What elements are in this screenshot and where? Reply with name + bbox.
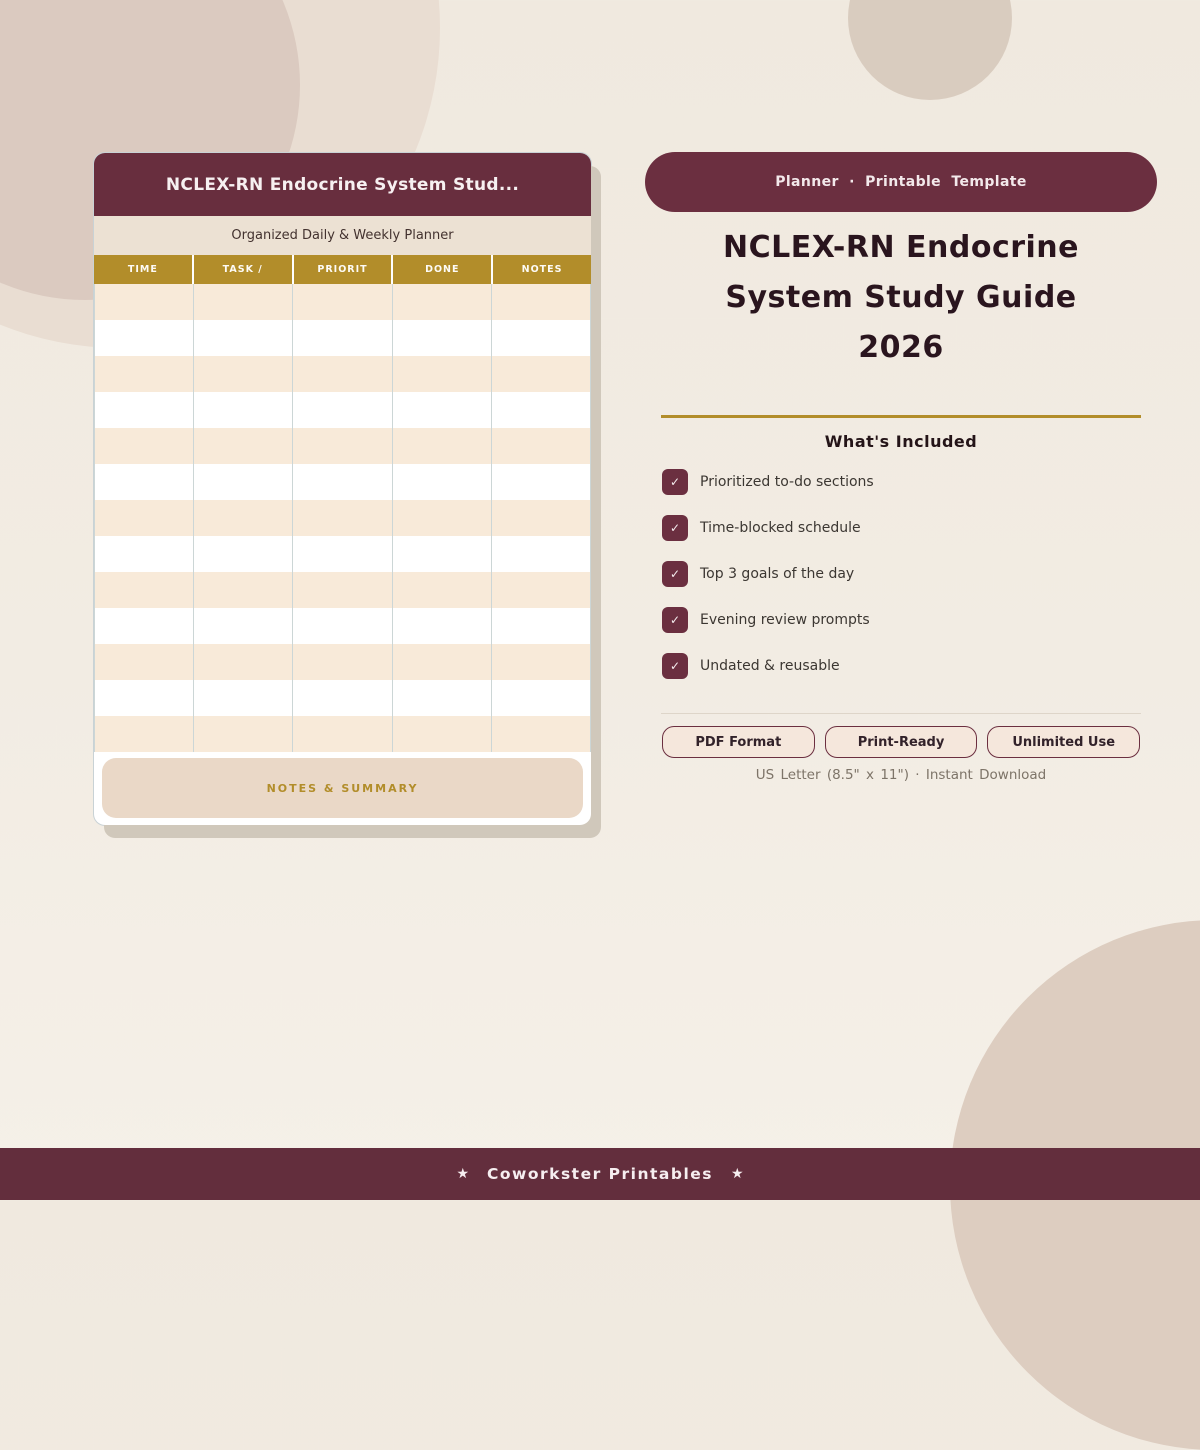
- table-cell: [95, 284, 194, 320]
- format-buttons: [662, 726, 1140, 758]
- section-divider: [661, 713, 1141, 714]
- included-item: [662, 607, 1157, 633]
- product-details-panel: [645, 152, 1157, 783]
- table-cell: [194, 572, 293, 608]
- table-row: [95, 716, 590, 752]
- table-cell: [492, 464, 590, 500]
- table-cell: [194, 500, 293, 536]
- column-header: PRIORIT: [294, 255, 392, 284]
- checkmark-icon: ✓: [662, 515, 688, 541]
- included-item-label: Undated & reusable: [700, 658, 840, 674]
- table-row: [95, 320, 590, 356]
- column-header: TASK /: [194, 255, 292, 284]
- table-cell: [194, 284, 293, 320]
- notes-summary-label: NOTES & SUMMARY: [266, 781, 419, 795]
- table-row: [95, 572, 590, 608]
- included-list: [662, 469, 1157, 679]
- table-cell: [194, 356, 293, 392]
- table-cell: [492, 392, 590, 428]
- table-cell: [293, 716, 392, 752]
- table-row: [95, 536, 590, 572]
- table-cell: [95, 428, 194, 464]
- table-cell: [393, 680, 492, 716]
- column-header: DONE: [393, 255, 491, 284]
- format-button[interactable]: PDF Format: [662, 726, 815, 758]
- table-cell: [95, 356, 194, 392]
- table-cell: [95, 608, 194, 644]
- included-item: [662, 561, 1157, 587]
- included-item-label: Time-blocked schedule: [700, 520, 861, 536]
- table-cell: [393, 320, 492, 356]
- category-badge-label: Planner · Printable Template: [775, 174, 1027, 190]
- table-row: [95, 500, 590, 536]
- table-cell: [492, 644, 590, 680]
- included-item: [662, 653, 1157, 679]
- table-cell: [194, 644, 293, 680]
- table-cell: [293, 284, 392, 320]
- table-cell: [492, 356, 590, 392]
- product-title-line: System Study Guide: [725, 280, 1077, 315]
- table-cell: [95, 536, 194, 572]
- format-button[interactable]: Print-Ready: [825, 726, 978, 758]
- table-cell: [293, 608, 392, 644]
- format-button[interactable]: Unlimited Use: [987, 726, 1140, 758]
- table-cell: [293, 392, 392, 428]
- planner-preview-card: [94, 153, 591, 825]
- table-cell: [492, 500, 590, 536]
- table-cell: [95, 644, 194, 680]
- table-cell: [393, 572, 492, 608]
- meta-line: US Letter (8.5" x 11") · Instant Download: [755, 767, 1047, 783]
- notes-summary-box: [102, 758, 583, 818]
- table-cell: [194, 428, 293, 464]
- table-cell: [393, 644, 492, 680]
- table-cell: [393, 608, 492, 644]
- table-body: [94, 284, 591, 752]
- table-cell: [293, 572, 392, 608]
- included-item-label: Evening review prompts: [700, 612, 870, 628]
- table-cell: [293, 644, 392, 680]
- table-cell: [492, 428, 590, 464]
- checkmark-icon: ✓: [662, 561, 688, 587]
- table-cell: [293, 320, 392, 356]
- table-cell: [393, 464, 492, 500]
- table-cell: [95, 464, 194, 500]
- checkmark-icon: ✓: [662, 469, 688, 495]
- table-cell: [393, 500, 492, 536]
- table-cell: [95, 500, 194, 536]
- footer-brand: Coworkster Printables: [487, 1165, 713, 1183]
- table-cell: [293, 500, 392, 536]
- brand-footer: [0, 1148, 1200, 1200]
- column-header: TIME: [94, 255, 192, 284]
- table-cell: [293, 428, 392, 464]
- table-cell: [194, 320, 293, 356]
- table-cell: [492, 680, 590, 716]
- table-cell: [393, 356, 492, 392]
- table-cell: [293, 680, 392, 716]
- table-cell: [492, 716, 590, 752]
- table-cell: [492, 284, 590, 320]
- planner-card-title: NCLEX-RN Endocrine System Stud...: [165, 174, 520, 195]
- table-cell: [194, 608, 293, 644]
- table-cell: [194, 680, 293, 716]
- star-icon: ★: [731, 1166, 744, 1182]
- table-cell: [95, 320, 194, 356]
- gold-divider: [661, 415, 1141, 418]
- included-item: [662, 469, 1157, 495]
- product-title-line: NCLEX-RN Endocrine: [722, 230, 1080, 265]
- checkmark-icon: ✓: [662, 607, 688, 633]
- category-badge: [645, 152, 1157, 212]
- star-icon: ★: [456, 1166, 469, 1182]
- table-cell: [393, 716, 492, 752]
- included-item-label: Top 3 goals of the day: [700, 566, 855, 582]
- table-cell: [95, 392, 194, 428]
- table-cell: [293, 356, 392, 392]
- table-cell: [194, 392, 293, 428]
- table-header-row: [94, 255, 591, 284]
- table-cell: [492, 320, 590, 356]
- table-cell: [393, 392, 492, 428]
- table-cell: [393, 536, 492, 572]
- product-title: [645, 223, 1157, 373]
- planner-card-subtitle-bar: [94, 216, 591, 255]
- table-cell: [95, 716, 194, 752]
- planner-card-header: [94, 153, 591, 216]
- table-cell: [393, 428, 492, 464]
- table-cell: [492, 608, 590, 644]
- table-row: [95, 356, 590, 392]
- table-cell: [492, 572, 590, 608]
- checkmark-icon: ✓: [662, 653, 688, 679]
- included-heading: What's Included: [824, 432, 978, 451]
- table-row: [95, 428, 590, 464]
- table-cell: [293, 464, 392, 500]
- column-header: NOTES: [493, 255, 591, 284]
- product-title-line: 2026: [858, 330, 944, 365]
- table-cell: [95, 680, 194, 716]
- table-cell: [194, 716, 293, 752]
- table-cell: [194, 536, 293, 572]
- table-cell: [95, 572, 194, 608]
- table-row: [95, 608, 590, 644]
- table-cell: [293, 536, 392, 572]
- table-cell: [393, 284, 492, 320]
- table-row: [95, 680, 590, 716]
- planner-card-subtitle: Organized Daily & Weekly Planner: [231, 228, 454, 243]
- included-item: [662, 515, 1157, 541]
- table-cell: [492, 536, 590, 572]
- included-item-label: Prioritized to-do sections: [700, 474, 874, 490]
- background-circle-top-right: [848, 0, 1012, 100]
- table-row: [95, 284, 590, 320]
- table-row: [95, 464, 590, 500]
- table-row: [95, 392, 590, 428]
- table-row: [95, 644, 590, 680]
- table-cell: [194, 464, 293, 500]
